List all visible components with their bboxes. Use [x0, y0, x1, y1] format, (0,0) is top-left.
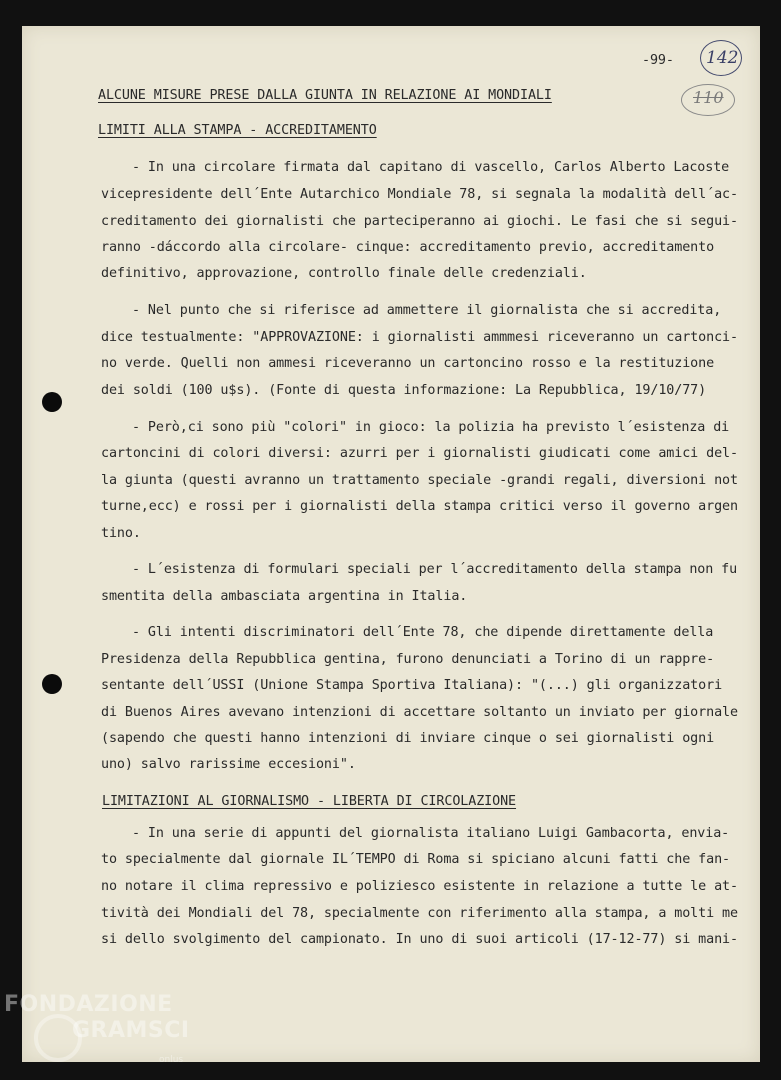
- body-line: to specialmente dal giornale IL´TEMPO di Roma si spiciano alcuni fatti che fan-: [101, 852, 730, 867]
- punch-hole-bottom: [42, 674, 62, 694]
- fondazione-gramsci-watermark: [4, 992, 190, 1065]
- body-line: Presidenza della Repubblica gentina, furono denunciati a Torino di un rappre-: [101, 652, 715, 667]
- body-line: si dello svolgimento del campionato. In uno di suoi articoli (17-12-77) si mani-: [101, 932, 738, 947]
- punch-hole-top: [42, 392, 62, 412]
- body-line: - In una serie di appunti del giornalista italiano Luigi Gambacorta, envia-: [132, 826, 730, 841]
- body-line: sentante dell´USSI (Unione Stampa Sportiva Italiana): "(...) gli organizzatori: [101, 678, 723, 693]
- page-number: -99-: [642, 53, 674, 68]
- body-line: vicepresidente dell´Ente Autarchico Mondiale 78, si segnala la modalità dell´ac-: [101, 187, 738, 202]
- body-line: di Buenos Aires avevano intenzioni di accettare soltanto un inviato per giornale: [101, 705, 738, 720]
- section-title-accreditamento: LIMITI ALLA STAMPA - ACCREDITAMENTO: [98, 123, 377, 138]
- main-heading: ALCUNE MISURE PRESE DALLA GIUNTA IN RELAZIONE AI MONDIALI: [98, 88, 552, 103]
- body-line: definitivo, approvazione, controllo finale delle credenziali.: [101, 266, 587, 281]
- body-line: dei soldi (100 u$s). (Fonte di questa informazione: La Repubblica, 19/10/77): [101, 383, 707, 398]
- body-line: creditamento dei giornalisti che parteciperanno ai giochi. Le fasi che si segui-: [101, 214, 738, 229]
- body-line: - Però,ci sono più "colori" in gioco: la polizia ha previsto l´esistenza di: [132, 420, 730, 435]
- body-line: - L´esistenza di formulari speciali per l´accreditamento della stampa non fu: [132, 562, 738, 577]
- body-line: tività dei Mondiali del 78, specialmente con riferimento alla stampa, a molti me: [101, 906, 738, 921]
- watermark-line2: GRAMSCI: [72, 1018, 190, 1043]
- document-page: [22, 26, 760, 1062]
- watermark-line1: FONDAZIONE: [4, 992, 173, 1017]
- body-line: turne,ecc) e rossi per i giornalisti della stampa critici verso il governo argen: [101, 499, 738, 514]
- archive-number: 142: [706, 48, 739, 68]
- body-line: tino.: [101, 526, 141, 541]
- body-line: ranno -dáccordo alla circolare- cinque: accreditamento previo, accreditamento: [101, 240, 715, 255]
- body-line: cartoncini di colori diversi: azurri per i giornalisti giudicati come amici del-: [101, 446, 738, 461]
- section-title-circolazione: LIMITAZIONI AL GIORNALISMO - LIBERTA DI CIRCOLAZIONE: [102, 794, 517, 809]
- watermark-sub: onlus: [159, 1055, 184, 1065]
- body-line: no verde. Quelli non ammesi riceveranno un cartoncino rosso e la restituzione: [101, 356, 715, 371]
- body-line: (sapendo che questi hanno intenzioni di inviare cinque o sei giornalisti ogni: [101, 731, 715, 746]
- archive-number-old: 110: [693, 88, 724, 107]
- body-line: - Gli intenti discriminatori dell´Ente 78, che dipende direttamente della: [132, 625, 714, 640]
- body-line: uno) salvo rarissime eccesioni".: [101, 757, 356, 772]
- body-line: - Nel punto che si riferisce ad ammettere il giornalista che si accredita,: [132, 303, 722, 318]
- body-line: dice testualmente: "APPROVAZIONE: i giornalisti ammmesi riceveranno un cartonci-: [101, 330, 738, 345]
- body-line: - In una circolare firmata dal capitano di vascello, Carlos Alberto Lacoste: [132, 160, 730, 175]
- body-line: smentita della ambasciata argentina in Italia.: [101, 589, 468, 604]
- watermark-logo-icon: [34, 1014, 82, 1062]
- body-line: la giunta (questi avranno un trattamento speciale -grandi regali, diversioni not: [101, 473, 738, 488]
- body-line: no notare il clima repressivo e poliziesco esistente in relazione a tutte le at-: [101, 879, 738, 894]
